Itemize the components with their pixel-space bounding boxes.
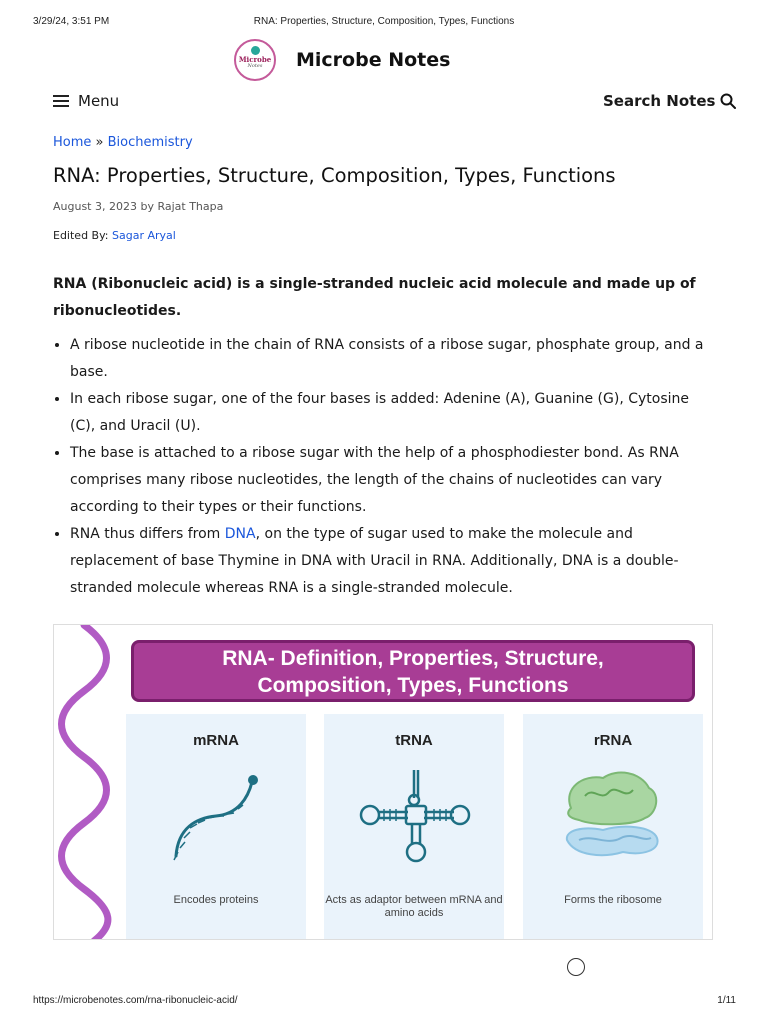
list-item <box>70 521 715 602</box>
search-label: Search Notes <box>603 92 716 110</box>
intro-paragraph: RNA (Ribonucleic acid) is a single-stranded nucleic acid molecule and made up of ribonucleotides. <box>53 276 696 319</box>
panel-caption: Encodes proteins <box>173 894 259 906</box>
panel-trna <box>324 714 504 940</box>
bullet-list <box>53 332 715 602</box>
banner-line-2: Composition, Types, Functions <box>257 674 569 697</box>
ribosome-icon <box>553 768 673 868</box>
print-footer <box>0 995 768 1009</box>
logo-dot-icon <box>251 46 260 55</box>
bullet4-before: RNA thus differs from <box>70 526 225 542</box>
logo-sub: Notes <box>247 63 263 69</box>
mrna-strand-icon <box>156 768 276 868</box>
print-page-number: 1/11 <box>717 995 736 1006</box>
dna-link[interactable]: DNA <box>224 526 256 542</box>
list-item: • The base is attached to a ribose sugar with the help of a phosphodiester bond. As RNA comprises many ribose nucleotides, the length of the chains of nucleotides can vary according to their types or their functions. <box>70 440 715 521</box>
editor-link[interactable]: Sagar Aryal <box>112 229 176 242</box>
site-brand[interactable] <box>234 38 450 82</box>
panel-title: rRNA <box>593 732 633 749</box>
page-title: RNA: Properties, Structure, Composition, Types, Functions <box>53 164 616 187</box>
print-url: https://microbenotes.com/rna-ribonucleic-acid/ <box>33 995 238 1006</box>
bullet4-after: , on the type of sugar used to make the molecule and replacement of base Thymine in DNA with Uracil in RNA. Additionally, DNA is a double-stranded molecule whereas RNA is a single-stranded molecule. <box>70 526 679 596</box>
breadcrumb-separator: » <box>95 135 104 150</box>
logo-word: Microbe <box>238 55 272 64</box>
hamburger-icon <box>53 95 69 107</box>
scroll-indicator-icon[interactable] <box>567 958 585 976</box>
panel-title: mRNA <box>193 732 239 749</box>
byline: August 3, 2023 by Rajat Thapa <box>53 200 224 213</box>
print-header <box>0 16 768 30</box>
banner-line-1: RNA- Definition, Properties, Structure, <box>222 647 604 670</box>
menu-button[interactable] <box>53 92 119 110</box>
breadcrumb <box>53 135 193 150</box>
menu-label: Menu <box>78 92 120 110</box>
rna-infographic <box>53 624 713 940</box>
site-name[interactable]: Microbe Notes <box>296 49 451 71</box>
panel-caption: Acts as adaptor between mRNA and amino acids <box>325 894 503 919</box>
panel-caption: Forms the ribosome <box>564 894 662 906</box>
trna-cloverleaf-icon <box>354 768 474 868</box>
list-item: • A ribose nucleotide in the chain of RNA consists of a ribose sugar, phosphate group, and a base. <box>70 332 715 386</box>
panel-rrna <box>523 714 703 940</box>
site-logo[interactable] <box>234 39 276 81</box>
search-notes-button[interactable] <box>603 92 736 110</box>
breadcrumb-category[interactable]: Biochemistry <box>107 135 193 150</box>
rna-wavy-strand-icon <box>54 625 124 940</box>
edited-by-label: Edited By: <box>53 229 109 242</box>
print-datetime: 3/29/24, 3:51 PM <box>33 16 110 27</box>
breadcrumb-home[interactable]: Home <box>53 135 92 150</box>
figure-banner <box>131 640 695 702</box>
panel-title: tRNA <box>395 732 433 749</box>
search-icon <box>720 93 736 109</box>
list-item: • In each ribose sugar, one of the four bases is added: Adenine (A), Guanine (G), Cytosine (C), and Uracil (U). <box>70 386 715 440</box>
print-doc-title: RNA: Properties, Structure, Composition, Types, Functions <box>253 16 515 27</box>
panel-mrna <box>126 714 306 940</box>
edited-by <box>53 229 176 242</box>
